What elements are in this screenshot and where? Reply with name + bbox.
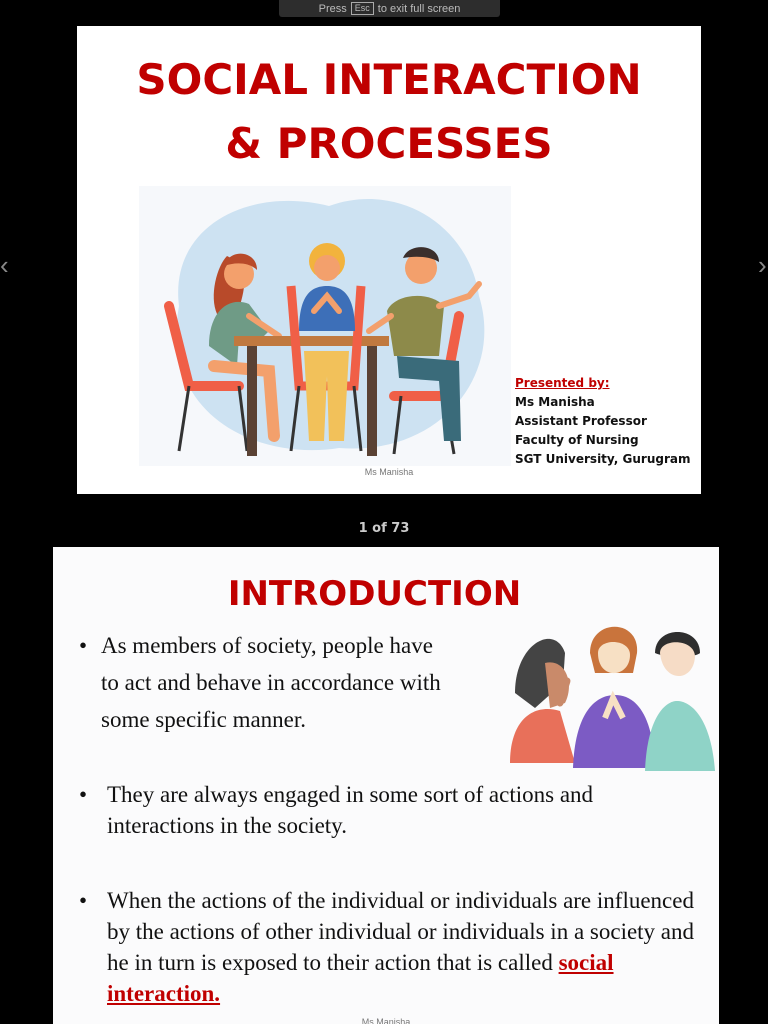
presenter-faculty: Faculty of Nursing — [515, 433, 639, 447]
esc-key-badge: Esc — [351, 2, 374, 15]
slide-2 — [53, 547, 719, 1024]
list-item — [79, 885, 699, 1009]
bullet-text: to act and behave in accordance with — [101, 670, 441, 695]
presenter-info — [515, 374, 691, 469]
slide-title — [77, 48, 701, 176]
hint-prefix: Press — [318, 2, 347, 15]
hint-suffix: to exit full screen — [377, 2, 461, 15]
presenter-role: Assistant Professor — [515, 414, 647, 428]
presenter-name: Ms Manisha — [515, 395, 595, 409]
slide-footer: Ms Manisha — [361, 1017, 411, 1024]
bullet-text: They are always engaged in some sort of actions and interactions in the society. — [107, 782, 594, 838]
presenter-university: SGT University, Gurugram — [515, 452, 691, 466]
list-item — [79, 779, 699, 841]
fullscreen-hint — [279, 0, 500, 17]
page-counter: 1 of 73 — [358, 521, 410, 536]
title-line-1: SOCIAL INTERACTION — [136, 55, 642, 104]
bullet-text-container — [79, 885, 699, 1009]
bullet-dot: • — [79, 782, 88, 807]
slide-footer: Ms Manisha — [364, 467, 414, 477]
bullet-dot: • — [79, 888, 88, 913]
bullet-dot: • — [79, 633, 88, 658]
social-interaction-link[interactable]: social interaction. — [107, 950, 614, 1006]
list-item — [79, 627, 499, 738]
bullet-text: When the actions of the individual or individuals are influenced by the actions of other individual or individuals in a society and he in turn is exposed to their action that is called — [107, 888, 695, 975]
bullet-text: As members of society, people have — [101, 633, 433, 658]
people-talking-illustration — [505, 613, 719, 771]
title-line-2: & PROCESSES — [225, 119, 553, 168]
presenter-heading: Presented by: — [515, 376, 610, 390]
slide-1 — [77, 26, 701, 494]
slide-title: INTRODUCTION — [227, 574, 522, 614]
bullet-text: some specific manner. — [101, 707, 307, 732]
previous-page-icon[interactable]: ‹ — [0, 250, 9, 280]
people-at-table-illustration — [139, 186, 511, 466]
next-page-icon[interactable]: › — [758, 250, 767, 280]
